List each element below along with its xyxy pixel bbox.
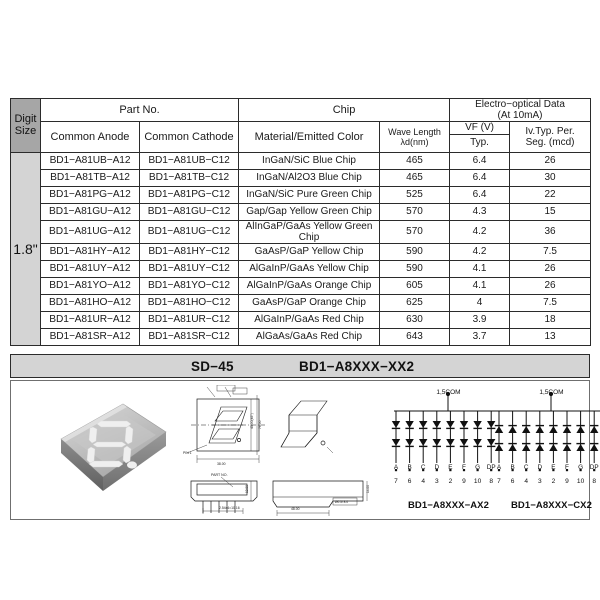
diode-symbol bbox=[576, 444, 584, 451]
segment-label: A bbox=[393, 464, 399, 471]
table-row bbox=[11, 294, 591, 311]
cell-common-anode: BD1−A81HY−A12 bbox=[41, 243, 140, 260]
diode-symbol bbox=[460, 421, 468, 428]
mech-pin1-note: PIN 1 bbox=[183, 451, 192, 455]
cell-vf-typ: 4.2 bbox=[450, 243, 510, 260]
cell-common-anode: BD1−A81HO−A12 bbox=[41, 294, 140, 311]
cell-vf-typ: 6.4 bbox=[450, 169, 510, 186]
pin-number-label: 10 bbox=[473, 478, 482, 485]
svg-text:12.00: 12.00 bbox=[245, 485, 249, 493]
table-row bbox=[11, 243, 591, 260]
segment-label: C bbox=[523, 464, 529, 471]
svg-text:Ø0.5/ 8.0: Ø0.5/ 8.0 bbox=[335, 500, 349, 504]
diode-symbol bbox=[522, 426, 530, 433]
table-row bbox=[11, 277, 591, 294]
schematic-cathode-label: BD1−A8XXX−CX2 bbox=[510, 500, 593, 511]
cell-digit-size: 1.8" bbox=[11, 152, 41, 345]
table-row bbox=[11, 186, 591, 203]
cell-iv-typ: 18 bbox=[510, 311, 591, 328]
cell-common-cathode: BD1−A81SR−C12 bbox=[140, 328, 239, 345]
diode-symbol bbox=[405, 421, 413, 428]
specification-table-container bbox=[10, 98, 590, 346]
cell-iv-typ: 7.5 bbox=[510, 294, 591, 311]
cell-wavelength: 590 bbox=[380, 260, 450, 277]
cell-vf-typ: 4.1 bbox=[450, 260, 510, 277]
header-electro-optical-line1: Electro−optical Data bbox=[475, 99, 565, 110]
cell-common-cathode: BD1−A81UG−C12 bbox=[140, 220, 239, 243]
diode-symbol bbox=[495, 444, 503, 451]
cell-common-cathode: BD1−A81TB−C12 bbox=[140, 169, 239, 186]
specification-table bbox=[10, 98, 591, 346]
diode-symbol bbox=[563, 426, 571, 433]
cell-wavelength: 643 bbox=[380, 328, 450, 345]
cell-common-cathode: BD1−A81UY−C12 bbox=[140, 260, 239, 277]
diode-symbol bbox=[508, 444, 516, 451]
footer-bar bbox=[10, 354, 590, 378]
diode-symbol bbox=[460, 439, 468, 446]
cell-common-cathode: BD1−A81UB−C12 bbox=[140, 152, 239, 169]
segment-label: B bbox=[407, 464, 412, 471]
cell-iv-typ: 26 bbox=[510, 260, 591, 277]
header-electro-optical-line2: (At 10mA) bbox=[497, 110, 543, 122]
segment-label: F bbox=[565, 464, 569, 471]
mechanical-drawings bbox=[181, 385, 371, 517]
pin-number-label: 7 bbox=[394, 478, 398, 485]
cell-common-anode: BD1−A81UY−A12 bbox=[41, 260, 140, 277]
pin-number-label: 7 bbox=[497, 478, 501, 485]
diode-symbol bbox=[405, 439, 413, 446]
cell-material-color: InGaN/SiC Blue Chip bbox=[239, 152, 380, 169]
pin-number-label: 9 bbox=[565, 478, 569, 485]
diode-symbol bbox=[536, 444, 544, 451]
drawing-panel bbox=[10, 380, 599, 520]
cell-wavelength: 465 bbox=[380, 152, 450, 169]
diode-symbol bbox=[419, 439, 427, 446]
header-common-cathode: Common Cathode bbox=[140, 122, 239, 152]
cell-common-anode: BD1−A81TB−A12 bbox=[41, 169, 140, 186]
pin-number-label: 9 bbox=[462, 478, 466, 485]
diode-symbol bbox=[433, 439, 441, 446]
svg-text:38.00: 38.00 bbox=[217, 462, 226, 466]
cell-vf-typ: 3.7 bbox=[450, 328, 510, 345]
pin-number-label: 2 bbox=[448, 478, 453, 485]
cell-vf-typ: 4.3 bbox=[450, 203, 510, 220]
cell-iv-typ: 26 bbox=[510, 152, 591, 169]
cell-common-anode: BD1−A81YO−A12 bbox=[41, 277, 140, 294]
diode-symbol bbox=[419, 421, 427, 428]
diode-symbol bbox=[549, 444, 557, 451]
header-digit-size-line1: Digit bbox=[14, 112, 37, 125]
cell-material-color: AlGaInP/GaAs Yellow Chip bbox=[239, 260, 380, 277]
segment-label: F bbox=[462, 464, 466, 471]
pin-number-label: 2 bbox=[551, 478, 556, 485]
schematic-anode-label: BD1−A8XXX−AX2 bbox=[407, 500, 490, 511]
header-wave-length-line2: λd(nm) bbox=[400, 136, 429, 147]
pin-number-label: 4 bbox=[421, 478, 426, 485]
cell-material-color: Gap/Gap Yellow Green Chip bbox=[239, 203, 380, 220]
header-wave-length-line1: Wave Length bbox=[388, 126, 441, 137]
cell-common-cathode: BD1−A81GU−C12 bbox=[140, 203, 239, 220]
header-part-no: Part No. bbox=[41, 99, 239, 122]
pin-number-label: 8 bbox=[592, 478, 597, 485]
segment-label: A bbox=[496, 464, 502, 471]
segment-label: E bbox=[448, 464, 453, 471]
cell-material-color: InGaN/SiC Pure Green Chip bbox=[239, 186, 380, 203]
cell-common-cathode: BD1−A81HO−C12 bbox=[140, 294, 239, 311]
diode-symbol bbox=[473, 439, 481, 446]
diode-symbol bbox=[446, 439, 454, 446]
diode-symbol bbox=[590, 444, 598, 451]
table-header-row-1 bbox=[11, 99, 591, 122]
diode-symbol bbox=[495, 426, 503, 433]
cell-wavelength: 625 bbox=[380, 294, 450, 311]
diode-symbol bbox=[473, 421, 481, 428]
cell-wavelength: 630 bbox=[380, 311, 450, 328]
cell-common-cathode: BD1−A81PG−C12 bbox=[140, 186, 239, 203]
header-digit-size bbox=[11, 99, 41, 153]
cell-wavelength: 570 bbox=[380, 203, 450, 220]
segment-label: C bbox=[420, 464, 426, 471]
table-row bbox=[11, 220, 591, 243]
cell-iv-typ: 30 bbox=[510, 169, 591, 186]
cell-wavelength: 605 bbox=[380, 277, 450, 294]
cell-iv-typ: 15 bbox=[510, 203, 591, 220]
segment-label: DP bbox=[589, 464, 599, 471]
segment-label: G bbox=[578, 464, 584, 471]
header-digit-size-line2: Size bbox=[14, 125, 37, 138]
header-material-emitted-color: Material/Emitted Color bbox=[239, 122, 380, 152]
cell-material-color: InGaN/Al2O3 Blue Chip bbox=[239, 169, 380, 186]
table-row bbox=[11, 203, 591, 220]
svg-text:45.00(45"): 45.00(45") bbox=[250, 413, 254, 429]
diode-symbol bbox=[563, 444, 571, 451]
cell-vf-typ: 4.2 bbox=[450, 220, 510, 243]
diode-symbol bbox=[536, 426, 544, 433]
cell-vf-typ: 3.9 bbox=[450, 311, 510, 328]
svg-text:14.00: 14.00 bbox=[366, 485, 370, 493]
led-display-illustration bbox=[31, 399, 171, 504]
cell-common-cathode: BD1−A81HY−C12 bbox=[140, 243, 239, 260]
cell-common-anode: BD1−A81UR−A12 bbox=[41, 311, 140, 328]
cell-material-color: GaAsP/GaP Yellow Chip bbox=[239, 243, 380, 260]
table-row bbox=[11, 169, 591, 186]
cell-wavelength: 465 bbox=[380, 169, 450, 186]
com-label-cathode: 1,5COM bbox=[539, 389, 564, 396]
com-label-anode: 1,5COM bbox=[436, 389, 461, 396]
cell-wavelength: 590 bbox=[380, 243, 450, 260]
diode-symbol bbox=[590, 426, 598, 433]
segment-label: D bbox=[434, 464, 440, 471]
cell-vf-typ: 6.4 bbox=[450, 152, 510, 169]
diode-symbol bbox=[392, 439, 400, 446]
cell-common-anode: BD1−A81UG−A12 bbox=[41, 220, 140, 243]
cell-common-cathode: BD1−A81YO−C12 bbox=[140, 277, 239, 294]
cell-iv-typ: 26 bbox=[510, 277, 591, 294]
diode-symbol bbox=[549, 426, 557, 433]
cell-vf-typ: 4 bbox=[450, 294, 510, 311]
footer-part-family: BD1−A8XXX−XX2 bbox=[299, 358, 415, 374]
header-common-anode: Common Anode bbox=[41, 122, 140, 152]
diode-symbol bbox=[446, 421, 454, 428]
mech-partno-note: PART NO. bbox=[211, 473, 228, 477]
cell-common-cathode: BD1−A81UR−C12 bbox=[140, 311, 239, 328]
footer-drawing-number: SD−45 bbox=[191, 358, 234, 374]
pin-number-label: 6 bbox=[407, 478, 412, 485]
header-wave-length bbox=[380, 122, 450, 152]
cell-common-anode: BD1−A81UB−A12 bbox=[41, 152, 140, 169]
cell-common-anode: BD1−A81PG−A12 bbox=[41, 186, 140, 203]
cell-iv-typ: 13 bbox=[510, 328, 591, 345]
cell-material-color: AlGaInP/GaAs Orange Chip bbox=[239, 277, 380, 294]
cell-iv-typ: 7.5 bbox=[510, 243, 591, 260]
diode-symbol bbox=[522, 444, 530, 451]
table-row bbox=[11, 328, 591, 345]
header-vf: VF (V) bbox=[450, 122, 510, 134]
cell-vf-typ: 4.1 bbox=[450, 277, 510, 294]
cell-iv-typ: 36 bbox=[510, 220, 591, 243]
segment-label: D bbox=[537, 464, 543, 471]
cell-material-color: GaAsP/GaP Orange Chip bbox=[239, 294, 380, 311]
cell-wavelength: 570 bbox=[380, 220, 450, 243]
pin-number-label: 3 bbox=[537, 478, 542, 485]
header-electro-optical bbox=[450, 99, 591, 122]
cell-wavelength: 525 bbox=[380, 186, 450, 203]
pin-number-label: 6 bbox=[510, 478, 515, 485]
diode-symbol bbox=[576, 426, 584, 433]
svg-text:48.00: 48.00 bbox=[291, 507, 300, 511]
table-row bbox=[11, 152, 591, 169]
svg-text:76.00: 76.00 bbox=[258, 420, 262, 429]
pin-number-label: 10 bbox=[576, 478, 585, 485]
header-vf-typ: Typ. bbox=[450, 134, 510, 152]
segment-label: E bbox=[551, 464, 556, 471]
diode-symbol bbox=[508, 426, 516, 433]
led-display-photo bbox=[31, 399, 171, 504]
diode-symbol bbox=[433, 421, 441, 428]
cell-material-color: AlGaInP/GaAs Red Chip bbox=[239, 311, 380, 328]
header-iv-typ-line2: Seg. (mcd) bbox=[525, 136, 575, 148]
pin-number-label: 4 bbox=[524, 478, 529, 485]
cell-vf-typ: 6.4 bbox=[450, 186, 510, 203]
cell-iv-typ: 22 bbox=[510, 186, 591, 203]
header-iv-typ bbox=[510, 122, 591, 152]
cell-material-color: AlGaAs/GaAs Red Chip bbox=[239, 328, 380, 345]
header-chip: Chip bbox=[239, 99, 450, 122]
pin-number-label: 3 bbox=[434, 478, 439, 485]
pin-number-label: 8 bbox=[489, 478, 494, 485]
schematic-cathode-svg bbox=[486, 389, 600, 499]
mechanical-drawing-svg bbox=[181, 385, 371, 517]
svg-text:2.54x4=10.16: 2.54x4=10.16 bbox=[219, 506, 240, 510]
segment-label: B bbox=[510, 464, 515, 471]
segment-label: G bbox=[475, 464, 481, 471]
table-row bbox=[11, 260, 591, 277]
header-iv-typ-line1: Iv.Typ. Per. bbox=[525, 125, 575, 137]
table-header-row-2 bbox=[11, 122, 591, 134]
cell-common-anode: BD1−A81SR−A12 bbox=[41, 328, 140, 345]
segment-label: DP bbox=[486, 464, 496, 471]
cell-common-anode: BD1−A81GU−A12 bbox=[41, 203, 140, 220]
table-row bbox=[11, 311, 591, 328]
schematic-common-cathode bbox=[486, 389, 600, 513]
cell-material-color: AlInGaP/GaAs Yellow Green Chip bbox=[239, 220, 380, 243]
diode-symbol bbox=[392, 421, 400, 428]
